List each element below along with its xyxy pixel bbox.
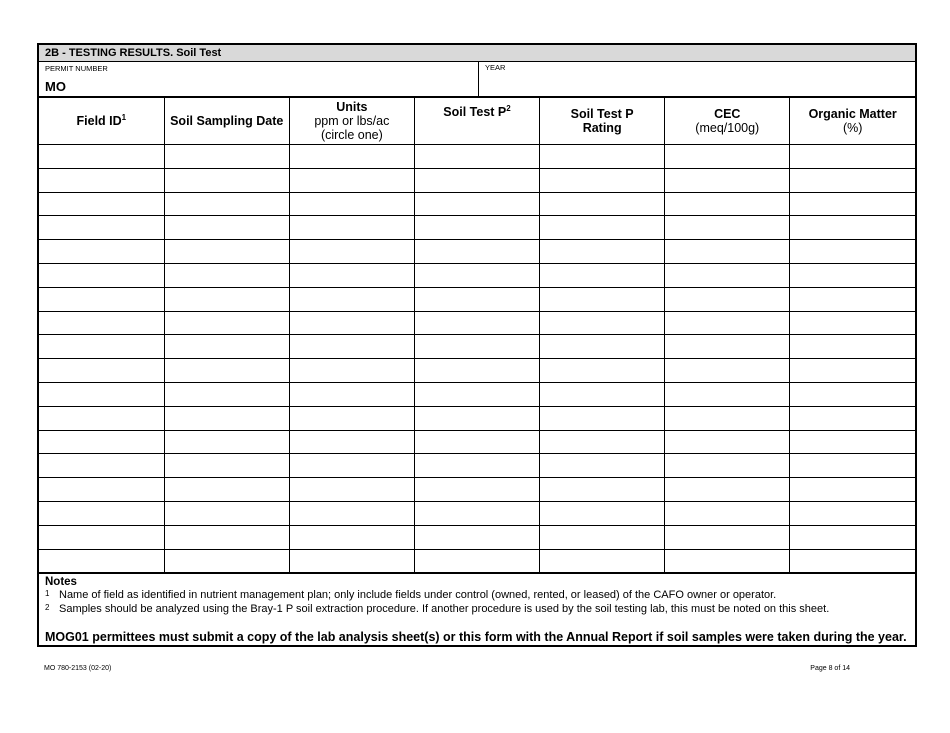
table-cell[interactable] [39,430,164,454]
table-cell[interactable] [540,335,665,359]
table-cell[interactable] [665,406,790,430]
table-cell[interactable] [665,359,790,383]
table-cell[interactable] [790,430,915,454]
table-cell[interactable] [540,454,665,478]
table-cell[interactable] [39,240,164,264]
table-cell[interactable] [164,192,289,216]
table-cell[interactable] [540,478,665,502]
table-row [39,430,915,454]
section-title: 2B - TESTING RESULTS. Soil Test [39,45,915,62]
table-cell[interactable] [164,168,289,192]
table-cell[interactable] [665,382,790,406]
table-cell[interactable] [414,501,539,525]
table-cell[interactable] [665,335,790,359]
table-row [39,145,915,169]
table-cell[interactable] [39,168,164,192]
table-cell[interactable] [540,359,665,383]
page-number: Page 8 of 14 [810,665,850,672]
column-header-sampling-date: Soil Sampling Date [164,98,289,145]
footer [44,665,850,672]
table-row [39,549,915,573]
table-row [39,525,915,549]
table-cell[interactable] [289,335,414,359]
table-cell[interactable] [39,287,164,311]
table-cell[interactable] [665,263,790,287]
table-cell[interactable] [790,216,915,240]
table-cell[interactable] [414,145,539,169]
table-cell[interactable] [414,335,539,359]
table-cell[interactable] [289,382,414,406]
table-cell[interactable] [39,525,164,549]
table-cell[interactable] [540,263,665,287]
table-cell[interactable] [414,359,539,383]
permit-number-value: MO [45,79,66,94]
table-cell[interactable] [540,430,665,454]
table-cell[interactable] [414,168,539,192]
table-cell[interactable] [289,406,414,430]
table-cell[interactable] [164,382,289,406]
table-cell[interactable] [39,216,164,240]
table-cell[interactable] [39,311,164,335]
table-cell[interactable] [790,359,915,383]
table-row [39,240,915,264]
table-cell[interactable] [289,501,414,525]
table-cell[interactable] [790,168,915,192]
table-cell[interactable] [39,501,164,525]
table-cell[interactable] [790,335,915,359]
table-cell[interactable] [665,216,790,240]
table-header-row [39,98,915,145]
table-row [39,359,915,383]
notes-title: Notes [45,576,77,589]
table-cell[interactable] [164,145,289,169]
table-cell[interactable] [540,549,665,573]
table-cell[interactable] [289,216,414,240]
table-cell[interactable] [164,240,289,264]
table-cell[interactable] [665,478,790,502]
permit-number-label: PERMIT NUMBER [45,64,108,73]
permit-row [39,62,915,97]
soil-test-table [39,97,915,573]
table-row [39,216,915,240]
table-cell[interactable] [39,145,164,169]
table-cell[interactable] [164,478,289,502]
table-cell[interactable] [665,525,790,549]
table-cell[interactable] [790,549,915,573]
table-cell[interactable] [665,192,790,216]
year-field[interactable] [479,62,915,96]
table-cell[interactable] [414,430,539,454]
table-cell[interactable] [665,145,790,169]
table-cell[interactable] [414,240,539,264]
table-row [39,263,915,287]
table-cell[interactable] [540,240,665,264]
table-cell[interactable] [414,263,539,287]
table-cell[interactable] [164,454,289,478]
notes-section [39,573,915,645]
table-cell[interactable] [289,478,414,502]
table-cell[interactable] [39,406,164,430]
table-cell[interactable] [665,240,790,264]
table-cell[interactable] [289,549,414,573]
table-cell[interactable] [164,430,289,454]
table-cell[interactable] [39,263,164,287]
table-cell[interactable] [540,501,665,525]
table-cell[interactable] [414,311,539,335]
table-cell[interactable] [790,406,915,430]
table-cell[interactable] [790,192,915,216]
table-cell[interactable] [790,501,915,525]
table-cell[interactable] [164,263,289,287]
table-row [39,501,915,525]
table-cell[interactable] [39,335,164,359]
table-cell[interactable] [790,525,915,549]
table-cell[interactable] [164,216,289,240]
table-cell[interactable] [414,406,539,430]
table-cell[interactable] [289,168,414,192]
table-cell[interactable] [665,311,790,335]
table-cell[interactable] [790,145,915,169]
table-row [39,168,915,192]
table-cell[interactable] [540,216,665,240]
table-cell[interactable] [790,478,915,502]
column-header-soil-test-p: Soil Test $P^2$ [414,98,539,145]
table-cell[interactable] [39,192,164,216]
column-header-units: Units ppm or lbs/ac (circle one) [289,98,414,145]
table-cell[interactable] [164,501,289,525]
table-cell[interactable] [414,382,539,406]
form-number: MO 780-2153 (02-20) [44,665,112,672]
table-cell[interactable] [289,192,414,216]
column-header-soil-test-p-rating: Soil Test P Rating [540,98,665,145]
column-header-organic-matter: Organic Matter (%) [790,98,915,145]
table-cell[interactable] [164,549,289,573]
table-cell[interactable] [790,287,915,311]
table-cell[interactable] [414,478,539,502]
table-row [39,454,915,478]
table-cell[interactable] [39,359,164,383]
table-cell[interactable] [665,430,790,454]
table-cell[interactable] [39,454,164,478]
table-cell[interactable] [289,287,414,311]
table-body [39,145,915,573]
table-row [39,311,915,335]
table-cell[interactable] [540,145,665,169]
table-cell[interactable] [790,240,915,264]
table-cell[interactable] [289,311,414,335]
table-row [39,406,915,430]
table-cell[interactable] [39,478,164,502]
column-header-cec: CEC (meq/100g) [665,98,790,145]
table-cell[interactable] [790,311,915,335]
table-row [39,287,915,311]
table-cell[interactable] [414,192,539,216]
table-cell[interactable] [665,549,790,573]
table-cell[interactable] [790,454,915,478]
table-cell[interactable] [414,549,539,573]
table-row [39,335,915,359]
table-cell[interactable] [164,335,289,359]
table-cell[interactable] [540,525,665,549]
table-cell[interactable] [540,168,665,192]
table-cell[interactable] [164,311,289,335]
table-cell[interactable] [790,382,915,406]
table-cell[interactable] [414,216,539,240]
table-cell[interactable] [164,406,289,430]
table-cell[interactable] [790,263,915,287]
table-cell[interactable] [665,501,790,525]
table-cell[interactable] [540,382,665,406]
table-cell[interactable] [39,382,164,406]
table-cell[interactable] [289,525,414,549]
column-header-field-id: Field $ID^1$ [39,98,164,145]
table-cell[interactable] [540,192,665,216]
table-row [39,478,915,502]
table-row [39,192,915,216]
table-cell[interactable] [665,454,790,478]
table-cell[interactable] [540,406,665,430]
table-cell[interactable] [289,263,414,287]
submission-notice: MOG01 permittees must submit a copy of the lab analysis sheet(s) or this form with the Annual Report if soil samples were taken during the year. [45,630,907,645]
table-cell[interactable] [289,240,414,264]
table-cell[interactable] [540,287,665,311]
table-cell[interactable] [665,168,790,192]
table-cell[interactable] [164,525,289,549]
table-cell[interactable] [164,359,289,383]
table-cell[interactable] [414,525,539,549]
table-cell[interactable] [414,287,539,311]
table-cell[interactable] [39,549,164,573]
table-cell[interactable] [289,145,414,169]
soil-test-form [37,43,917,647]
table-cell[interactable] [540,311,665,335]
table-cell[interactable] [414,454,539,478]
table-row [39,382,915,406]
note-2: 2 Samples should be analyzed using the Bray-1 P soil extraction procedure. If another procedure is used by the soil testing lab, this must be noted on this sheet. [45,603,830,616]
table-cell[interactable] [665,287,790,311]
year-label: YEAR [485,63,506,72]
note-1: 1 Name of field as identified in nutrient management plan; only include fields under control (owned, rented, or leased) of the CAFO owner or operator. [45,589,777,602]
table-cell[interactable] [289,430,414,454]
table-cell[interactable] [289,454,414,478]
table-cell[interactable] [289,359,414,383]
permit-number-field[interactable] [39,62,479,96]
table-cell[interactable] [164,287,289,311]
